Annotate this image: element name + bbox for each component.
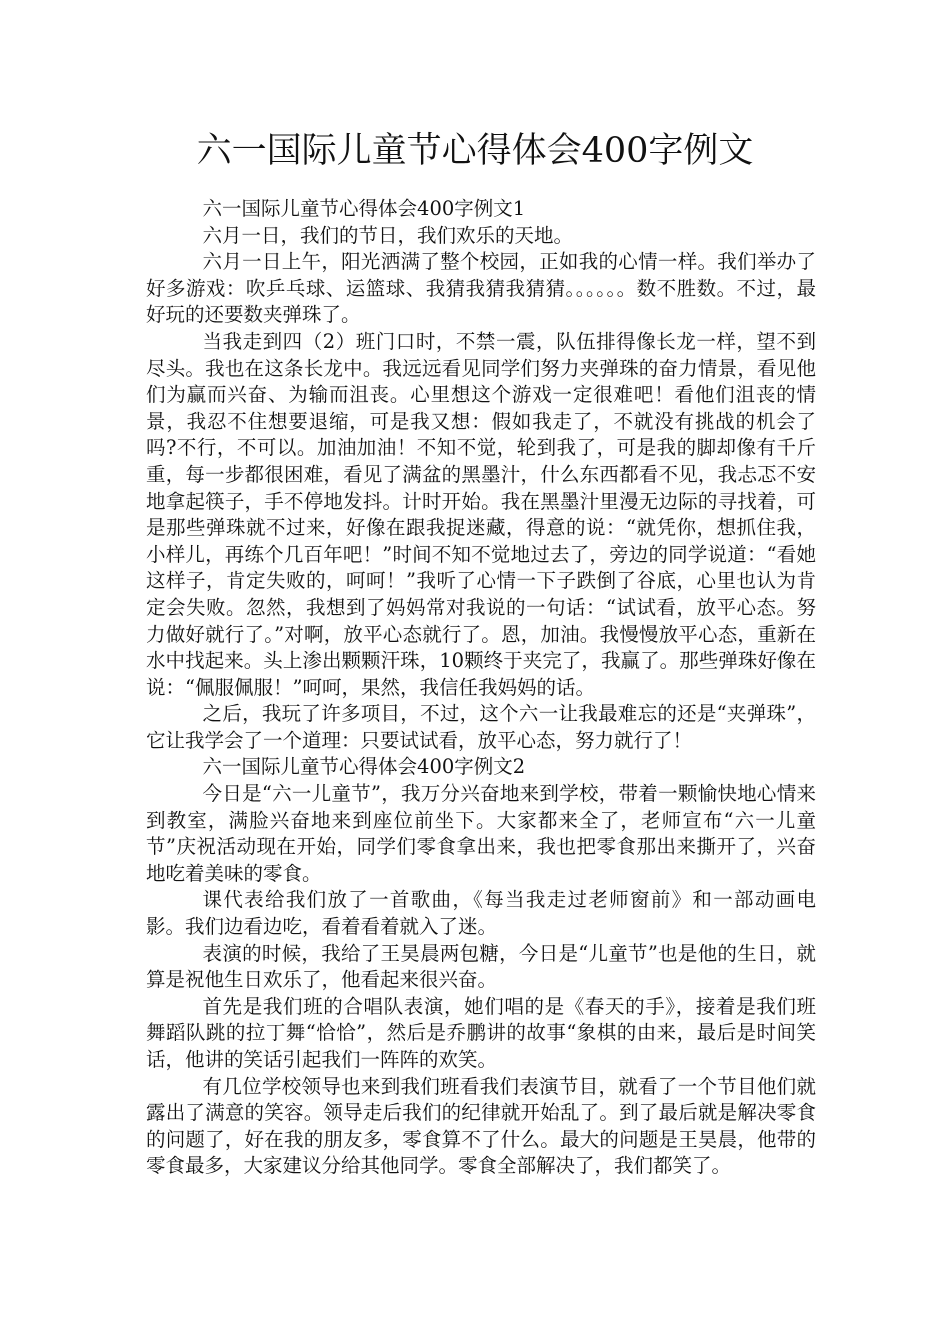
paragraph: 首先是我们班的合唱队表演，她们唱的是《春天的手》，接着是我们班舞蹈队跳的拉丁舞“恰恰”，然后是乔鹏讲的故事“象棋的由来，最后是时间笑话，他讲的笑话引起我们一阵阵的欢笑。 — [146, 994, 816, 1071]
paragraph: 当我走到四（2）班门口时，不禁一震，队伍排得像长龙一样，望不到尽头。我也在这条长龙中。我远远看见同学们努力夹弹珠的奋力情景，看见他们为赢而兴奋、为输而沮丧。心里想这个游戏一定很难吧！看他们沮丧的情景，我忍不住想要退缩，可是我又想：假如我走了，不就没有挑战的机会了吗?不行，不可以。加油加油！不知不觉，轮到我了，可是我的脚却像有千斤重，每一步都很困难，看见了满盆的黑墨汁，什么东西都看不见，我忐忑不安地拿起筷子，手不停地发抖。计时开始。我在黑墨汁里漫无边际的寻找着，可是那些弹珠就不过来，好像在跟我捉迷藏，得意的说：“就凭你，想抓住我，小样儿，再练个几百年吧！”时间不知不觉地过去了，旁边的同学说道：“看她这样子，肯定失败的，呵呵！”我听了心情一下子跌倒了谷底，心里也认为肯定会失败。忽然，我想到了妈妈常对我说的一句话：“试试看，放平心态。努力做好就行了。”对啊，放平心态就行了。恩，加油。我慢慢放平心态，重新在水中找起来。头上渗出颗颗汗珠，10颗终于夹完了，我赢了。那些弹珠好像在说：“佩服佩服！”呵呵，果然，我信任我妈妈的话。 — [146, 329, 816, 699]
paragraph: 课代表给我们放了一首歌曲，《每当我走过老师窗前》和一部动画电影。我们边看边吃，看着看着就入了迷。 — [146, 888, 816, 939]
paragraph: 今日是“六一儿童节”，我万分兴奋地来到学校，带着一颗愉快地心情来到教室，满脸兴奋地来到座位前坐下。大家都来全了，老师宣布“六一儿童节”庆祝活动现在开始，同学们零食拿出来，我也把零食那出来撕开了，兴奋地吃着美味的零食。 — [146, 782, 816, 885]
paragraph: 六月一日上午，阳光洒满了整个校园，正如我的心情一样。我们举办了好多游戏：吹乒乓球、运篮球、我猜我猜我猜猜。。。。。。数不胜数。不过，最好玩的还要数夹弹珠了。 — [146, 250, 816, 327]
paragraph: 之后，我玩了许多项目，不过，这个六一让我最难忘的还是“夹弹珠”，它让我学会了一个道理：只要试试看，放平心态，努力就行了！ — [146, 702, 816, 752]
paragraph: 表演的时候，我给了王昊晨两包糖，今日是“儿童节”也是他的生日，就算是祝他生日欢乐了，他看起来很兴奋。 — [146, 941, 816, 992]
section-heading-2: 六一国际儿童节心得体会400字例文2 — [202, 755, 526, 779]
paragraph: 六月一日，我们的节日，我们欢乐的天地。 — [202, 223, 574, 247]
document-body — [146, 196, 816, 1180]
section-heading-1: 六一国际儿童节心得体会400字例文1 — [202, 197, 526, 220]
document-title: 六一国际儿童节心得体会400字例文 — [196, 131, 754, 171]
paragraph: 有几位学校领导也来到我们班看我们表演节目，就看了一个节目他们就露出了满意的笑容。领导走后我们的纪律就开始乱了。到了最后就是解决零食的问题了，好在我的朋友多，零食算不了什么。最大的问题是王昊晨，他带的零食最多，大家建议分给其他同学。零食全部解决了，我们都笑了。 — [146, 1074, 816, 1178]
